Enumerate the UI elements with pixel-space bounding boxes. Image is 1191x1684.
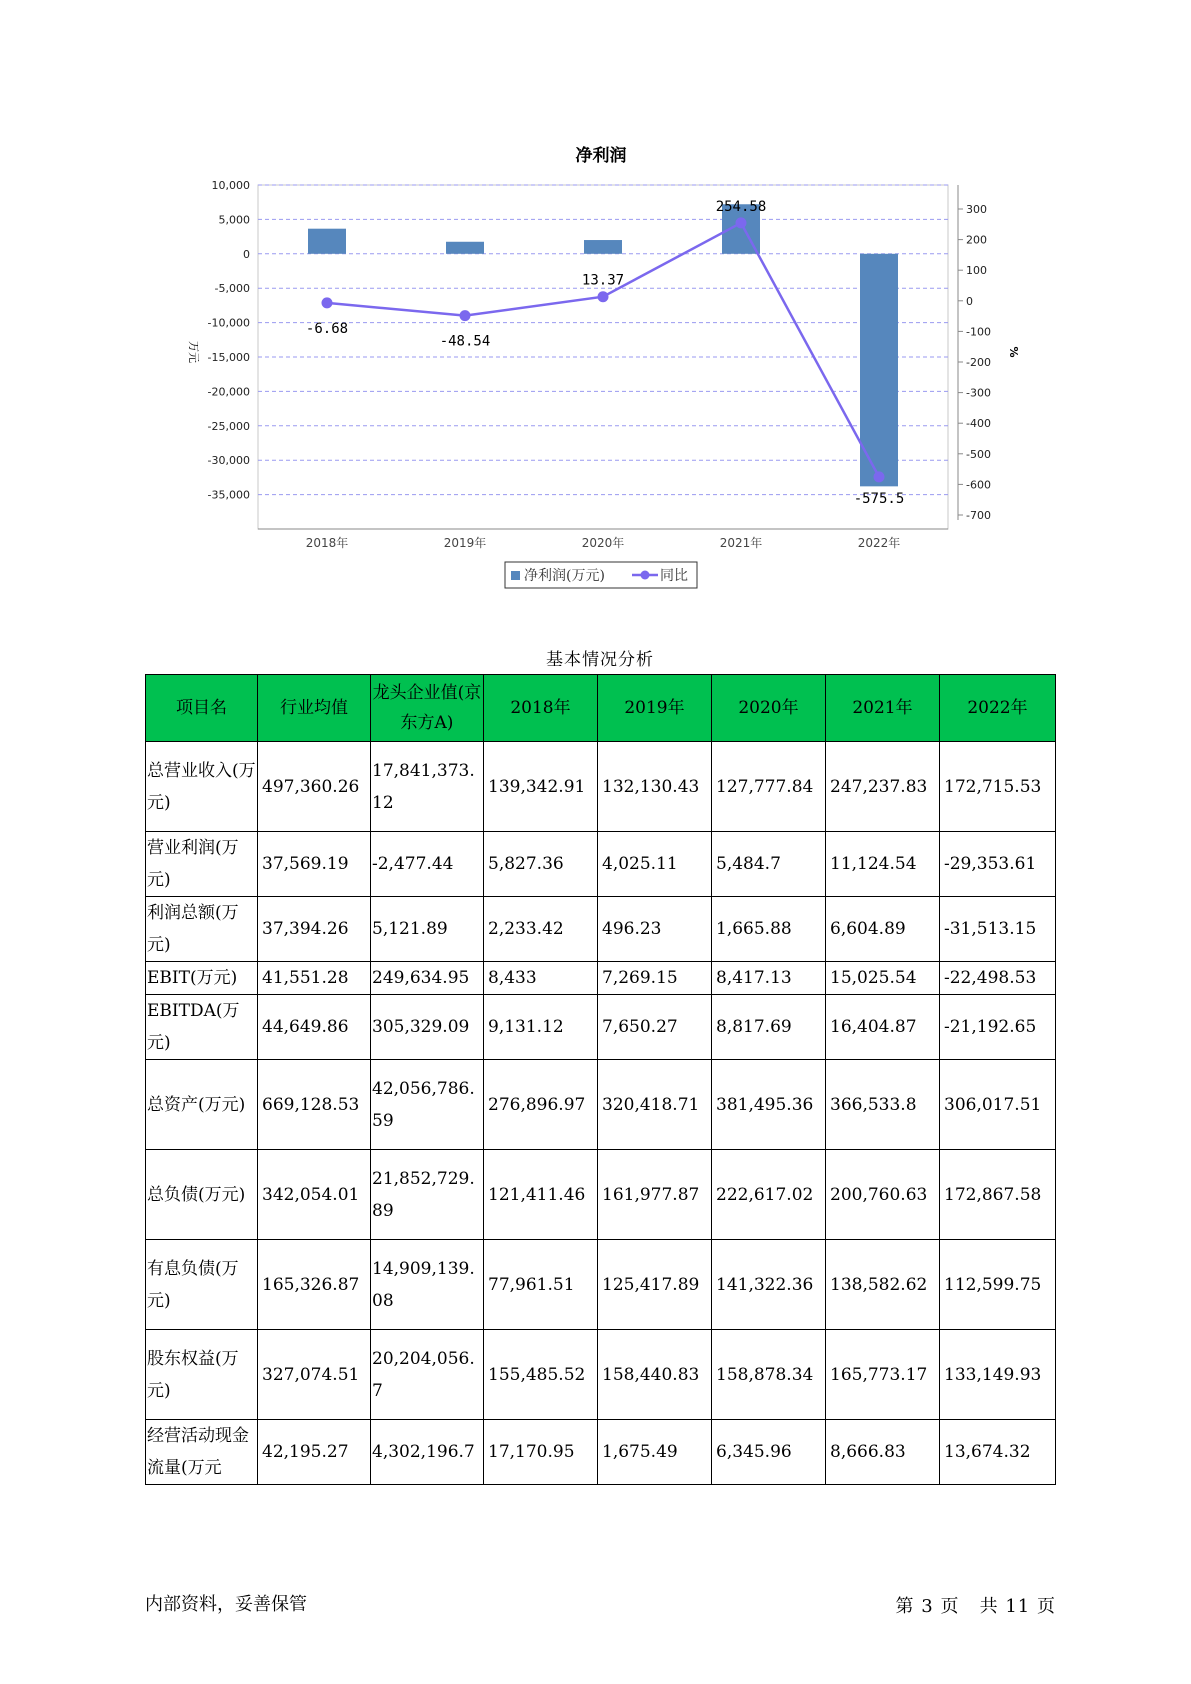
table-cell: 669,128.53 [258,1060,371,1150]
table-cell: 13,674.32 [940,1420,1056,1485]
basic-analysis-table [145,674,1056,1485]
table-cell: 121,411.46 [484,1150,598,1240]
y-right-tick-label: -100 [966,325,991,339]
table-cell: 165,326.87 [258,1240,371,1330]
y-left-tick-label: -35,000 [207,488,250,502]
table-cell: 14,909,139.08 [371,1240,484,1330]
y-left-tick-label: -20,000 [207,385,250,399]
y-left-tick-label: -30,000 [207,454,250,468]
table-cell: 4,302,196.7 [371,1420,484,1485]
table-cell: 342,054.01 [258,1150,371,1240]
table-cell: 139,342.91 [484,742,598,832]
yoy-line [327,223,879,477]
y-right-tick-label: 200 [966,233,987,247]
table-cell: 165,773.17 [826,1330,940,1420]
table-cell: 5,484.7 [712,832,826,897]
y-left-tick-label: -10,000 [207,316,250,330]
table-cell: 9,131.12 [484,995,598,1060]
table-header-cell: 2021年 [826,675,940,742]
table-cell: 172,715.53 [940,742,1056,832]
row-label: 总营业收入(万元) [146,742,258,832]
table-title: 基本情况分析 [546,650,654,670]
table-cell: 158,440.83 [598,1330,712,1420]
table-cell: 41,551.28 [258,962,371,995]
table-header-cell: 2022年 [940,675,1056,742]
table-cell: 8,817.69 [712,995,826,1060]
table-row [146,1420,1056,1485]
yoy-data-label: 13.37 [581,272,625,289]
y-right-tick-label: -700 [966,509,991,522]
table-cell: 11,124.54 [826,832,940,897]
table-cell: 17,841,373.12 [371,742,484,832]
table-cell: 7,269.15 [598,962,712,995]
y-left-tick-label: 0 [243,247,250,261]
table-header-cell: 龙头企业值(京东方A) [371,675,484,742]
table-row [146,995,1056,1060]
table-cell: -22,498.53 [940,962,1056,995]
table-cell: 276,896.97 [484,1060,598,1150]
y-left-tick-label: 5,000 [218,213,250,227]
footer-page-info [896,1592,1056,1618]
net-profit-bar [446,242,484,254]
table-row [146,832,1056,897]
total-number: 11 [1005,1596,1031,1617]
y-right-tick-label: -200 [966,356,991,369]
table-cell: 7,650.27 [598,995,712,1060]
table-cell: 133,149.93 [940,1330,1056,1420]
yoy-point [460,310,471,321]
table-cell: 8,666.83 [826,1420,940,1485]
table-row [146,1150,1056,1240]
table-cell: 496.23 [598,897,712,962]
page-number: 3 [921,1596,934,1617]
table-cell: 17,170.95 [484,1420,598,1485]
table-header-cell: 行业均值 [258,675,371,742]
table-cell: 8,417.13 [712,962,826,995]
table-cell: 44,649.86 [258,995,371,1060]
table-cell: 15,025.54 [826,962,940,995]
page-suffix: 页 [940,1596,960,1617]
legend-line-label: 同比 [660,568,688,584]
row-label: 股东权益(万元) [146,1330,258,1420]
legend-bar-swatch [511,571,520,580]
table-cell: 125,417.89 [598,1240,712,1330]
table-cell: -29,353.61 [940,832,1056,897]
yoy-point [598,291,609,302]
y-left-tick-label: -25,000 [207,419,250,433]
x-tick-label: 2019年 [443,536,487,550]
legend-line-marker [641,571,650,580]
table-cell: 247,237.83 [826,742,940,832]
yoy-data-label: -575.5 [853,490,905,507]
y-right-tick-label: 300 [966,203,987,216]
footer-confidential-note: 内部资料，妥善保管 [145,1594,307,1615]
y-left-axis-title: 万元 [187,341,200,363]
row-label: 总负债(万元) [146,1150,258,1240]
y-left-tick-label: 10,000 [211,179,250,192]
yoy-point [874,471,885,482]
table-cell: 497,360.26 [258,742,371,832]
total-suffix: 页 [1037,1596,1056,1617]
table-row [146,742,1056,832]
x-tick-label: 2018年 [305,536,349,550]
row-label: 有息负债(万元) [146,1240,258,1330]
table-cell: 5,827.36 [484,832,598,897]
table-cell: 381,495.36 [712,1060,826,1150]
table-cell: 1,665.88 [712,897,826,962]
table-row [146,897,1056,962]
y-right-tick-label: -600 [966,478,991,492]
table-cell: 6,604.89 [826,897,940,962]
y-right-tick-label: -500 [966,447,991,461]
net-profit-bar [584,240,622,254]
x-tick-label: 2020年 [581,536,625,550]
row-label: 总资产(万元) [146,1060,258,1150]
table-row [146,1060,1056,1150]
row-label: EBIT(万元) [146,962,258,995]
table-row [146,1330,1056,1420]
chart-canvas [0,0,1191,600]
table-row [146,962,1056,995]
row-label: 利润总额(万元) [146,897,258,962]
chart-title: 净利润 [575,146,627,166]
table-cell: 327,074.51 [258,1330,371,1420]
table-cell: 2,233.42 [484,897,598,962]
yoy-point [736,217,747,228]
net-profit-bar [308,229,346,254]
total-prefix: 共 [979,1596,999,1617]
table-cell: 5,121.89 [371,897,484,962]
x-tick-label: 2022年 [857,536,901,550]
table-header-cell: 2019年 [598,675,712,742]
table-cell: 320,418.71 [598,1060,712,1150]
table-cell: 200,760.63 [826,1150,940,1240]
y-left-tick-label: -15,000 [207,351,250,364]
page-prefix: 第 [895,1596,915,1617]
table-cell: 8,433 [484,962,598,995]
table-cell: 1,675.49 [598,1420,712,1485]
row-label: 经营活动现金流量(万元 [146,1420,258,1485]
table-cell: 112,599.75 [940,1240,1056,1330]
net-profit-chart [0,0,1191,600]
table-cell: -21,192.65 [940,995,1056,1060]
table-cell: 37,394.26 [258,897,371,962]
table-cell: 132,130.43 [598,742,712,832]
table-cell: 127,777.84 [712,742,826,832]
table-cell: 161,977.87 [598,1150,712,1240]
table-cell: -31,513.15 [940,897,1056,962]
table-cell: 42,195.27 [258,1420,371,1485]
table-cell: 155,485.52 [484,1330,598,1420]
y-right-tick-label: -300 [966,386,991,400]
y-right-tick-label: 0 [966,294,973,308]
table-header-cell: 2020年 [712,675,826,742]
y-left-tick-label: -5,000 [214,282,250,296]
table-header-cell: 项目名 [146,675,258,742]
table-cell: 6,345.96 [712,1420,826,1485]
table-cell: 42,056,786.59 [371,1060,484,1150]
table-cell: 222,617.02 [712,1150,826,1240]
table-header-row [146,675,1056,742]
table-cell: 141,322.36 [712,1240,826,1330]
table-cell: 20,204,056.7 [371,1330,484,1420]
table-cell: 158,878.34 [712,1330,826,1420]
yoy-data-label: -6.68 [305,320,349,337]
x-tick-label: 2021年 [719,536,763,550]
table-cell: 37,569.19 [258,832,371,897]
y-right-tick-label: 100 [966,264,987,278]
table-cell: 249,634.95 [371,962,484,995]
yoy-point [322,297,333,308]
y-right-axis-title: % [1007,346,1020,358]
yoy-data-label: 254.58 [715,198,767,215]
row-label: EBITDA(万元) [146,995,258,1060]
yoy-data-label: -48.54 [439,333,491,350]
y-right-tick-label: -400 [966,417,991,431]
table-cell: 16,404.87 [826,995,940,1060]
table-cell: 172,867.58 [940,1150,1056,1240]
table-cell: 77,961.51 [484,1240,598,1330]
legend-bar-label: 净利润(万元) [524,568,605,584]
row-label: 营业利润(万元) [146,832,258,897]
table-cell: -2,477.44 [371,832,484,897]
table-cell: 305,329.09 [371,995,484,1060]
table-cell: 21,852,729.89 [371,1150,484,1240]
table-cell: 306,017.51 [940,1060,1056,1150]
table-cell: 4,025.11 [598,832,712,897]
table-cell: 138,582.62 [826,1240,940,1330]
table-row [146,1240,1056,1330]
table-header-cell: 2018年 [484,675,598,742]
table-cell: 366,533.8 [826,1060,940,1150]
